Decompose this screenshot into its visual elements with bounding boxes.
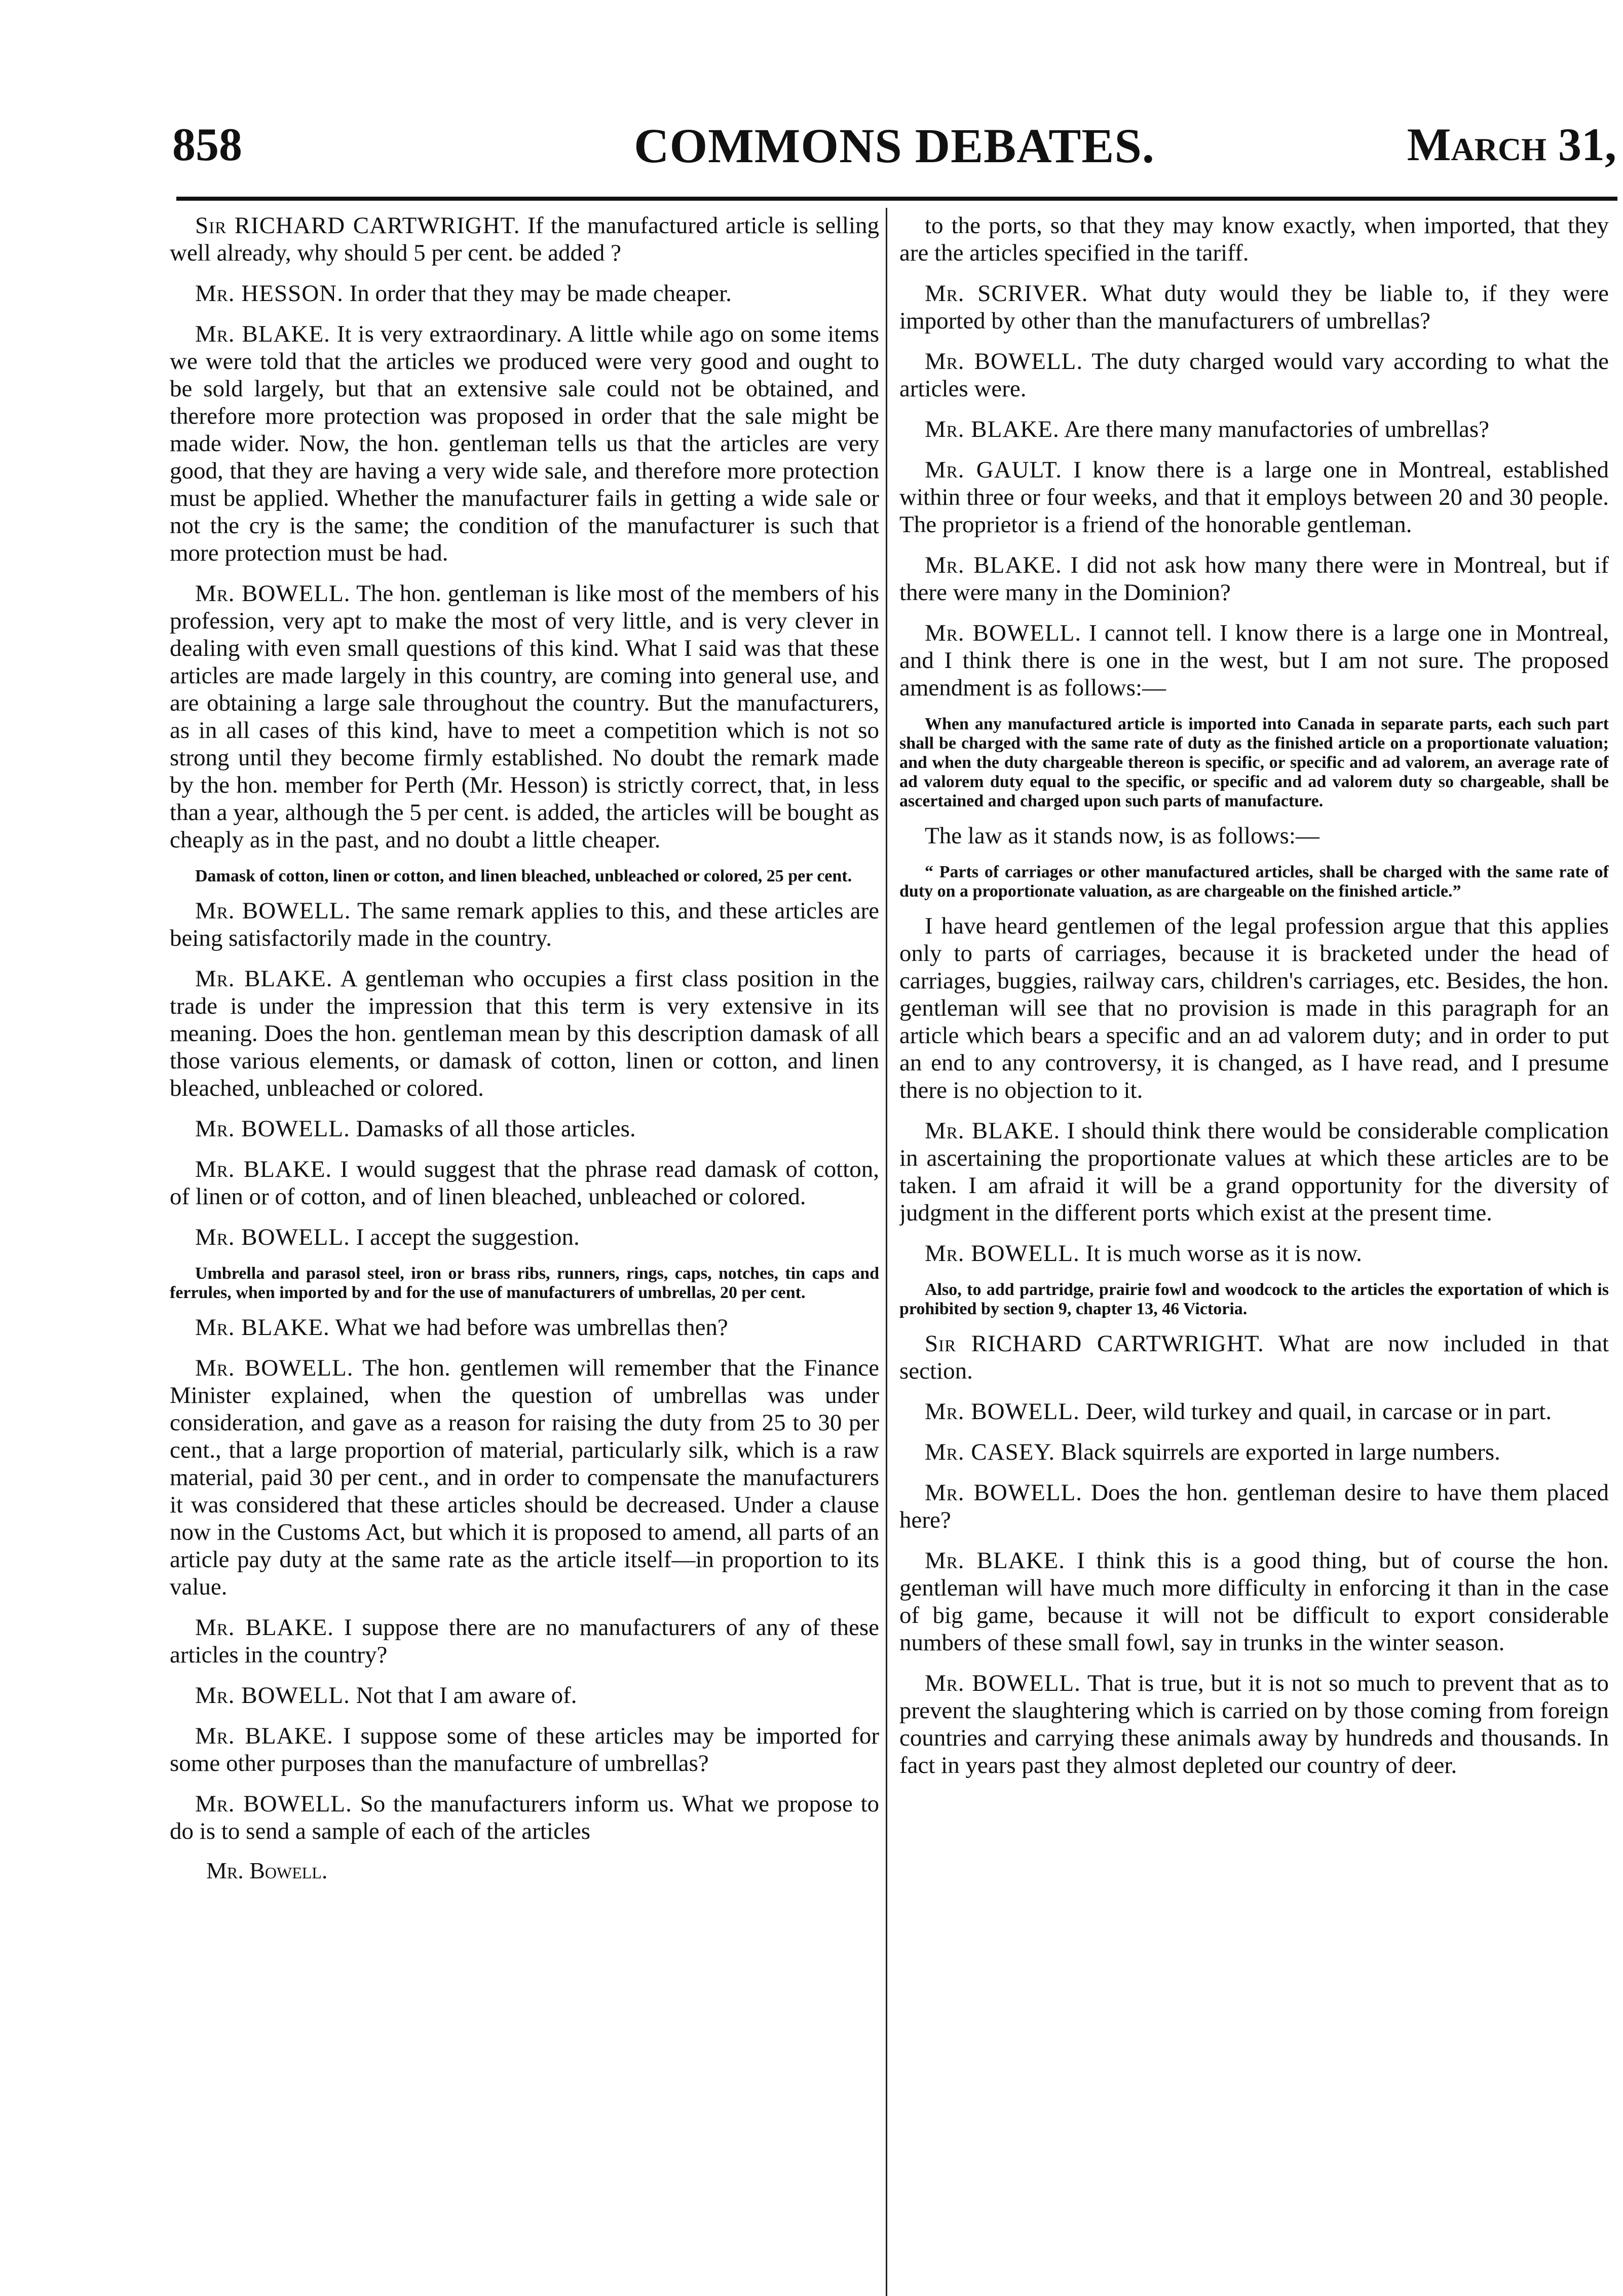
- speaker-name: Mr. BLAKE.: [195, 1314, 330, 1341]
- tariff-item: Umbrella and parasol steel, iron or brass ribs, runners, rings, caps, notches, tin caps and ferrules, when imported by and for the use of manufacturers of umbrellas, 20 per cent.: [170, 1264, 879, 1302]
- speech-text: That is true, but it is not so much to prevent that as to prevent the slaughtering which is carried on by those coming from foreign countries and carrying these animals away by hundreds and thousands. In fact in years past they almost depleted our country of deer.: [899, 1670, 1609, 1779]
- speech-paragraph: [170, 1614, 879, 1669]
- speaker-name: Mr. BLAKE.: [195, 1723, 333, 1749]
- tariff-item: Also, to add partridge, prairie fowl and woodcock to the articles the exportation of which is prohibited by section 9, chapter 13, 46 Victoria.: [899, 1280, 1609, 1318]
- speech-paragraph: [899, 212, 1609, 267]
- speech-text: In order that they may be made cheaper.: [349, 280, 732, 307]
- speech-paragraph: [899, 619, 1609, 701]
- speaker-name: Mr. BLAKE.: [925, 1118, 1061, 1144]
- speech-paragraph: [170, 320, 879, 567]
- speech-text: It is much worse as it is now.: [1085, 1240, 1362, 1267]
- speech-paragraph: [170, 280, 879, 307]
- speaker-name: Mr. BOWELL.: [925, 1670, 1081, 1696]
- speech-paragraph: [899, 551, 1609, 606]
- speech-paragraph: [899, 1398, 1609, 1425]
- speech-text: The duty charged would vary according to what the articles were.: [899, 348, 1609, 402]
- speech-paragraph: [899, 1330, 1609, 1385]
- speech-text: Are there many manufactories of umbrellas?: [1064, 416, 1489, 442]
- speech-paragraph: [170, 1722, 879, 1777]
- right-column: [899, 212, 1609, 2265]
- speech-text: What are now included in that section.: [899, 1330, 1609, 1384]
- speech-paragraph: [899, 912, 1609, 1104]
- speech-paragraph: [170, 212, 879, 267]
- speech-paragraph: [170, 1156, 879, 1210]
- speaker-name: Mr. BOWELL.: [925, 1398, 1080, 1425]
- speaker-name: Mr. BLAKE.: [195, 1614, 334, 1641]
- speech-paragraph: [899, 416, 1609, 443]
- speaker-name: Mr. BOWELL.: [195, 1791, 352, 1817]
- speaker-name: Sir RICHARD CARTWRIGHT.: [195, 212, 520, 239]
- speaker-name: Mr. BOWELL.: [195, 1224, 350, 1250]
- speaker-name: Mr. GAULT.: [925, 457, 1062, 483]
- speech-paragraph: [899, 1479, 1609, 1534]
- speech-text: A gentleman who occupies a first class position in the trade is under the impression that this term is very extensive in its meaning. Does the hon. gentleman mean by this description damask of all those various elements, or damask of cotton, linen or cotton, and linen bleached, unbleached or colored.: [170, 966, 879, 1101]
- speech-text: I suppose some of these articles may be imported for some other purposes than the manufacture of umbrellas?: [170, 1723, 879, 1776]
- page-number: 858: [172, 119, 242, 170]
- speech-text: What we had before was umbrellas then?: [335, 1314, 728, 1341]
- speaker-name: Mr. BOWELL.: [195, 1116, 350, 1142]
- page-footer-speaker: Mr. Bowell.: [206, 1858, 328, 1883]
- speech-paragraph: [899, 280, 1609, 335]
- speech-paragraph: [170, 580, 879, 854]
- speech-paragraph: [170, 1790, 879, 1845]
- speech-text: The hon. gentleman is like most of the members of his profession, very apt to make the most of very little, and is very clever in dealing with even small questions of this kind. What I said was that these articles are made largely in this country, are coming into general use, and are obtaining a large sale throughout the country. But the manufacturers, as in all cases of this kind, have to meet a competition which is not so strong until they become firmly established. No doubt the remark made by the hon. member for Perth (Mr. Hesson) is strictly correct, that, in less than a year, although the 5 per cent. is added, the articles will be bought as cheaply as in the past, and no doubt a little cheaper.: [170, 580, 879, 853]
- speech-text: I accept the suggestion.: [356, 1224, 580, 1250]
- speech-paragraph: [170, 1224, 879, 1251]
- speech-paragraph: [899, 1670, 1609, 1779]
- speech-paragraph: [899, 822, 1609, 849]
- speech-paragraph: [899, 1438, 1609, 1466]
- speaker-name: Mr. BOWELL.: [195, 1682, 350, 1709]
- speech-text: I know there is a large one in Montreal, established within three or four weeks, and that it employs between 20 and 30 people. The proprietor is a friend of the honorable gentleman.: [899, 457, 1609, 538]
- speaker-name: Mr. BLAKE.: [925, 552, 1062, 578]
- speaker-name: Mr. CASEY.: [925, 1439, 1055, 1465]
- speaker-name: Mr. BOWELL.: [195, 1355, 354, 1381]
- speech-paragraph: [170, 1314, 879, 1341]
- speaker-name: Mr. BLAKE.: [925, 416, 1060, 442]
- speech-text: What duty would they be liable to, if they were imported by other than the manufacturers of umbrellas?: [899, 280, 1609, 334]
- page-date: March 31,: [1407, 119, 1616, 170]
- speaker-name: Mr. BLAKE.: [195, 321, 330, 347]
- speaker-name: Mr. BOWELL.: [195, 580, 351, 607]
- header-rule: [176, 197, 1617, 201]
- speech-paragraph: [170, 897, 879, 952]
- speech-text: Black squirrels are exported in large numbers.: [1061, 1439, 1500, 1465]
- speaker-name: Mr. BOWELL.: [925, 348, 1083, 375]
- speaker-name: Mr. BLAKE.: [925, 1547, 1066, 1574]
- speech-text: It is very extraordinary. A little while ago on some items we were told that the articles we produced were very good and ought to be sold largely, but that an extensive sale could not be obtained, and therefore more protection was proposed in order that the sale might be made wider. Now, the hon. gentleman tells us that the articles are very good, that they are having a very wide sale, and therefore more protection must be applied. Whether the manufacturer fails in getting a wide sale or not the cry is the same; the condition of the manufacturer is such that more protection must be had.: [170, 321, 879, 566]
- speech-text: So the manufacturers inform us. What we propose to do is to send a sample of each of the articles: [170, 1791, 879, 1844]
- quoted-text: “ Parts of carriages or other manufactured articles, shall be charged with the same rate of duty on a proportionate valuation, as are chargeable on the finished article.”: [899, 863, 1609, 901]
- speech-text: The law as it stands now, is as follows:—: [925, 823, 1319, 849]
- speech-text: Deer, wild turkey and quail, in carcase or in part.: [1085, 1398, 1552, 1425]
- speech-text: I did not ask how many there were in Montreal, but if there were many in the Dominion?: [899, 552, 1609, 606]
- speaker-name: Mr. BLAKE.: [195, 1156, 332, 1182]
- left-column: [170, 212, 879, 2265]
- speech-paragraph: [899, 348, 1609, 402]
- speech-paragraph: [899, 456, 1609, 538]
- speech-text: to the ports, so that they may know exactly, when imported, that they are the articles specified in the tariff.: [899, 212, 1609, 266]
- page-title: COMMONS DEBATES.: [634, 119, 1155, 173]
- speech-text: Not that I am aware of.: [356, 1682, 577, 1709]
- speech-paragraph: [899, 1240, 1609, 1267]
- speech-text: I think this is a good thing, but of course the hon. gentleman will have much more difficulty in enforcing it than in the case of big game, because it will not be difficult to export considerable numbers of these small fowl, say in trunks in the winter season.: [899, 1547, 1609, 1656]
- speech-text: Damasks of all those articles.: [356, 1116, 636, 1142]
- speaker-name: Mr. BOWELL.: [925, 1479, 1083, 1506]
- speech-text: I cannot tell. I know there is a large one in Montreal, and I think there is one in the west, but I am not sure. The proposed amendment is as follows:—: [899, 620, 1609, 701]
- speaker-name: Mr. BOWELL.: [925, 1240, 1080, 1267]
- speech-text: I should think there would be considerable complication in ascertaining the proportionate values at which these articles are to be taken. I am afraid it will be a grand opportunity for the diversity of judgment in the different ports which exist at the present time.: [899, 1118, 1609, 1226]
- speaker-name: Mr. SCRIVER.: [925, 280, 1088, 307]
- quoted-text: When any manufactured article is imported into Canada in separate parts, each such part shall be charged with the same rate of duty as the finished article on a proportionate valuation; and when the duty chargeable thereon is specific, or specific and ad valorem, an average rate of ad valorem duty equal to the specific, or specific and ad valorem duty so chargeable, shall be ascertained and charged upon such parts of manufacture.: [899, 715, 1609, 810]
- speech-text: The same remark applies to this, and these articles are being satisfactorily made in the country.: [170, 898, 879, 951]
- speaker-name: Mr. BOWELL.: [925, 620, 1082, 646]
- speech-paragraph: [170, 1115, 879, 1142]
- speech-text: Does the hon. gentleman desire to have them placed here?: [899, 1479, 1609, 1533]
- speech-paragraph: [170, 1682, 879, 1709]
- speech-text: The hon. gentlemen will remember that the Finance Minister explained, when the question of umbrellas was under consideration, and gave as a reason for raising the duty from 25 to 30 per cent., that a large proportion of material, particularly silk, which is a raw material, paid 30 per cent., and in order to compensate the manufacturers it was considered that these articles should be decreased. Under a clause now in the Customs Act, but which it is proposed to amend, all parts of an article pay duty at the same rate as the article itself—in proportion to its value.: [170, 1355, 879, 1600]
- tariff-item: Damask of cotton, linen or cotton, and linen bleached, unbleached or colored, 25 per cent.: [195, 867, 852, 885]
- speaker-name: Mr. HESSON.: [195, 280, 344, 307]
- speech-text: If the manufactured article is selling well already, why should 5 per cent. be added ?: [170, 212, 879, 266]
- speaker-name: Sir RICHARD CARTWRIGHT.: [925, 1330, 1264, 1357]
- speech-paragraph: [170, 965, 879, 1102]
- column-divider: [886, 208, 887, 2296]
- speech-paragraph: [899, 1117, 1609, 1227]
- page-header: [172, 118, 1616, 178]
- speech-text: I suppose there are no manufacturers of any of these articles in the country?: [170, 1614, 879, 1668]
- speaker-name: Mr. BLAKE.: [195, 966, 333, 992]
- speaker-name: Mr. BOWELL.: [195, 898, 351, 924]
- speech-text: I have heard gentlemen of the legal profession argue that this applies only to parts of carriages, because it is bracketed under the head of carriages, buggies, railway cars, children's carriages, etc. Besides, the hon. gentleman will see that no provision is made in this paragraph for an article which bears a specific and an ad valorem duty; and in order to put an end to any controversy, it is changed, as I have read, and I presume there is no objection to it.: [899, 913, 1609, 1103]
- speech-paragraph: [899, 1547, 1609, 1656]
- speech-paragraph: [170, 1354, 879, 1601]
- speech-text: I would suggest that the phrase read damask of cotton, of linen or of cotton, and of linen bleached, unbleached or colored.: [170, 1156, 879, 1210]
